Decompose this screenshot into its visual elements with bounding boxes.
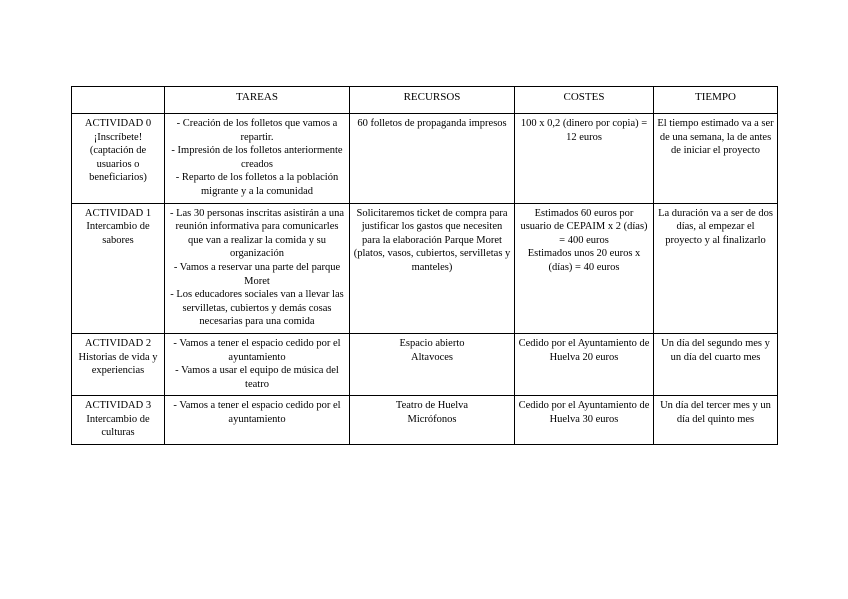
cell-text: - Vamos a usar el equipo de música del teatro	[175, 365, 339, 390]
header-tiempo: TIEMPO	[654, 87, 778, 114]
table-body	[72, 114, 778, 445]
tiempo-cell	[654, 396, 778, 445]
cell-text: ACTIVIDAD 3	[84, 400, 152, 412]
cell-text: - Reparto de los folletos a la población migrante y a la comunidad	[175, 172, 339, 197]
costes-cell	[515, 396, 654, 445]
table-row	[72, 203, 778, 333]
header-costes: COSTES	[515, 87, 654, 114]
actividad-cell	[72, 203, 165, 333]
cell-text: 60 folletos de propaganda impresos	[357, 118, 507, 129]
actividad-cell	[72, 114, 165, 204]
costes-cell	[515, 203, 654, 333]
cell-text: Micrófonos	[407, 413, 457, 425]
cell-text: - Los educadores sociales van a llevar las servilletas, cubiertos y demás cosas necesarias para una comida	[170, 289, 344, 328]
header-tareas: TAREAS	[165, 87, 350, 114]
cell-text: (captación de usuarios o beneficiarios)	[89, 145, 147, 184]
header-row	[72, 87, 778, 114]
cell-text: Un día del segundo mes y un día del cuarto mes	[661, 337, 770, 363]
actividad-cell	[72, 333, 165, 395]
activities-table	[71, 86, 778, 445]
cell-text: Altavoces	[411, 351, 453, 363]
cell-text: Un día del tercer mes y un día del quinto mes	[660, 400, 771, 425]
cell-text: Teatro de Huelva	[395, 400, 469, 412]
header-recursos: RECURSOS	[350, 87, 515, 114]
recursos-cell	[350, 333, 515, 395]
cell-text: Estimados unos 20 euros x (días) = 40 euros	[527, 248, 641, 273]
table-row	[72, 333, 778, 395]
cell-text: Solicitaremos ticket de compra para justificar los gastos que necesiten para la elaboración Parque Moret (platos, vasos, cubiertos, servilletas y manteles)	[353, 207, 511, 273]
cell-text: Intercambio de sabores	[86, 221, 150, 246]
cell-text: La duración va a ser de dos días, al empezar el proyecto y al finalizarlo	[658, 207, 773, 246]
cell-text: ACTIVIDAD 2	[84, 337, 152, 349]
cell-text: - Vamos a reservar una parte del parque Moret	[173, 261, 341, 287]
cell-text: - Vamos a tener el espacio cedido por el ayuntamiento	[173, 400, 341, 425]
actividad-cell	[72, 396, 165, 445]
tiempo-cell	[654, 203, 778, 333]
cell-text: Estimados 60 euros por usuario de CEPAIM x 2 (días) = 400 euros	[520, 207, 648, 246]
cell-text: Espacio abierto	[399, 337, 465, 349]
cell-text: - Las 30 personas inscritas asistirán a una reunión informativa para comunicarles que van a realizar la comida y su organización	[169, 207, 345, 260]
header-empty	[72, 87, 165, 114]
tareas-cell	[165, 396, 350, 445]
cell-text: Historias de vida y experiencias	[78, 351, 158, 377]
cell-text: Intercambio de culturas	[86, 413, 150, 439]
tiempo-cell	[654, 114, 778, 204]
recursos-cell	[350, 114, 515, 204]
cell-text: Cedido por el Ayuntamiento de Huelva 30 euros	[518, 400, 650, 425]
table-header	[72, 87, 778, 114]
cell-text: 100 x 0,2 (dinero por copia) = 12 euros	[520, 118, 648, 143]
cell-text: El tiempo estimado va a ser de una semana, la de antes de iniciar el proyecto	[657, 118, 774, 157]
cell-text: ACTIVIDAD 0	[84, 118, 152, 129]
cell-text: ACTIVIDAD 1	[84, 207, 152, 219]
cell-text: - Vamos a tener el espacio cedido por el ayuntamiento	[173, 337, 341, 363]
tareas-cell	[165, 203, 350, 333]
costes-cell	[515, 333, 654, 395]
tiempo-cell	[654, 333, 778, 395]
costes-cell	[515, 114, 654, 204]
table-row	[72, 114, 778, 204]
recursos-cell	[350, 203, 515, 333]
cell-text: - Impresión de los folletos anteriormente creados	[171, 145, 343, 170]
cell-text: Cedido por el Ayuntamiento de Huelva 20 euros	[518, 337, 650, 363]
tareas-cell	[165, 114, 350, 204]
tareas-cell	[165, 333, 350, 395]
recursos-cell	[350, 396, 515, 445]
table-row	[72, 396, 778, 445]
cell-text: - Creación de los folletos que vamos a repartir.	[176, 118, 338, 143]
cell-text: ¡Inscríbete!	[93, 131, 143, 143]
